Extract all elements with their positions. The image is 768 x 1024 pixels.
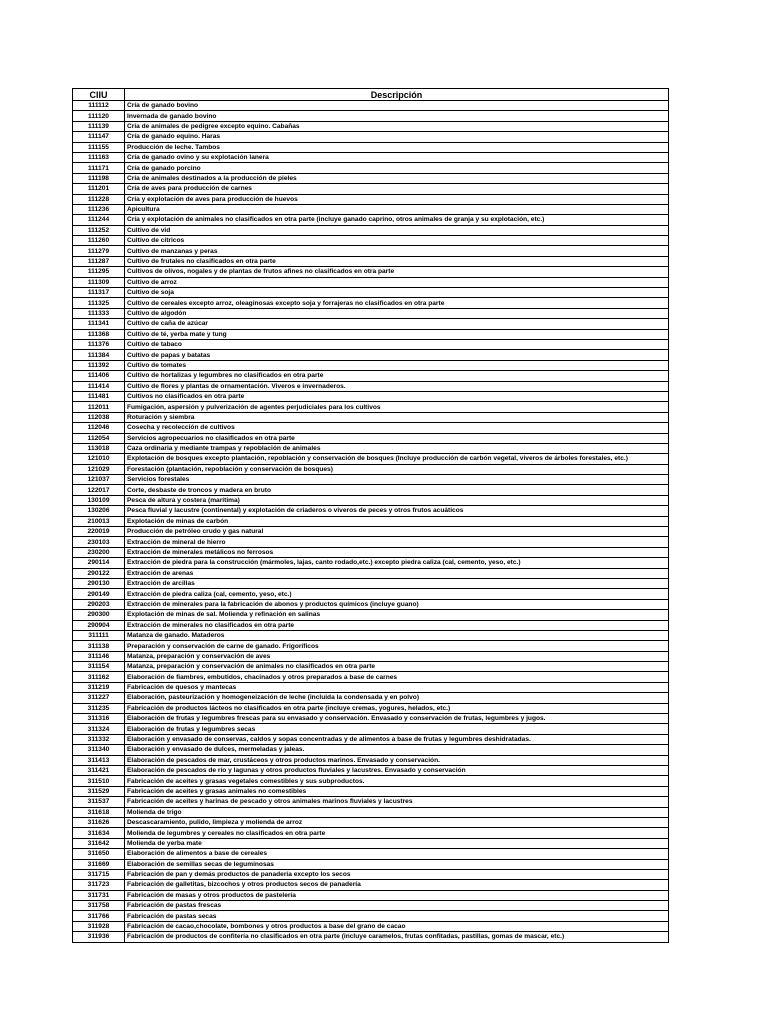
table-row [73, 371, 669, 381]
table-row [73, 391, 669, 401]
table-row [73, 288, 669, 298]
description: Cría de animales de pedigree excepto equino. Cabañas [125, 121, 669, 131]
table-row [73, 194, 669, 204]
table-row [73, 412, 669, 422]
description: Elaboración de semillas secas de leguminosas [125, 859, 669, 869]
description: Extracción de minerales para la fabricación de abonos y productos químicos (incluye guano) [125, 599, 669, 609]
description: Descascaramiento, pulido, limpieza y molienda de arroz [125, 817, 669, 827]
ciiu-sheet [72, 88, 668, 943]
description: Pesca de altura y costera (marítima) [125, 495, 669, 505]
description: Extracción de arcillas [125, 578, 669, 588]
table-row [73, 714, 669, 724]
table-row [73, 527, 669, 537]
ciiu-code: 121037 [73, 475, 125, 485]
description: Cultivo de cereales excepto arroz, oleaginosas excepto soja y forrajeras no clasificados en otra parte [125, 298, 669, 308]
table-row [73, 537, 669, 547]
table-row [73, 547, 669, 557]
description: Cultivo de caña de azúcar [125, 319, 669, 329]
description: Explotación de minas de sal. Molienda y refinación en salinas [125, 610, 669, 620]
ciiu-code: 311537 [73, 797, 125, 807]
table-row [73, 246, 669, 256]
table-row [73, 745, 669, 755]
description: Matanza de ganado. Mataderos [125, 630, 669, 640]
description: Fabricación de cacao,chocolate, bombones y otros productos a base del grano de cacao [125, 921, 669, 931]
description: Producción de petróleo crudo y gas natural [125, 527, 669, 537]
ciiu-code: 290203 [73, 599, 125, 609]
ciiu-code: 111295 [73, 267, 125, 277]
description: Fabricación de aceites y grasas animales no comestibles [125, 786, 669, 796]
description: Cultivos no clasificados en otra parte [125, 391, 669, 401]
ciiu-code: 311936 [73, 932, 125, 942]
ciiu-code: 111198 [73, 173, 125, 183]
table-row [73, 184, 669, 194]
description: Fabricación de aceites y harinas de pescado y otros animales marinos fluviales y lacustres [125, 797, 669, 807]
table-row [73, 797, 669, 807]
description: Cría y explotación de animales no clasificados en otra parte (incluye ganado caprino, otros animales de granja y su explotación, etc.) [125, 215, 669, 225]
description: Cría de animales destinados a la producción de pieles [125, 173, 669, 183]
header-ciiu: CIIU [73, 89, 125, 101]
description: Fabricación de pan y demás productos de panadería excepto los secos [125, 869, 669, 879]
table-row [73, 516, 669, 526]
table-row [73, 360, 669, 370]
description: Explotación de bosques excepto plantación, repoblación y conservación de bosques (Incluye producción de carbón vegetal, viveros de árboles forestales, etc.) [125, 454, 669, 464]
ciiu-code: 290130 [73, 578, 125, 588]
table-row [73, 776, 669, 786]
table-row [73, 630, 669, 640]
table-row [73, 703, 669, 713]
description: Cultivo de papas y batatas [125, 350, 669, 360]
header-descripcion: Descripción [125, 89, 669, 101]
description: Roturación y siembra [125, 412, 669, 422]
ciiu-code: 111201 [73, 184, 125, 194]
description: Pesca fluvial y lacustre (continental) y explotación de criaderos o viveros de peces y otros frutos acuáticos [125, 506, 669, 516]
description: Fabricación de pastas secas [125, 911, 669, 921]
table-row [73, 578, 669, 588]
description: Molienda de legumbres y cereales no clasificados en otra parte [125, 828, 669, 838]
table-row [73, 163, 669, 173]
description: Cultivo de flores y plantas de ornamentación. Viveros e invernaderos. [125, 381, 669, 391]
ciiu-code: 230200 [73, 547, 125, 557]
description: Extracción de piedra para la construcción (mármoles, lajas, canto rodado,etc.) excepto piedra caliza (cal, cemento, yeso, etc.) [125, 558, 669, 568]
ciiu-code: 311634 [73, 828, 125, 838]
table-row [73, 838, 669, 848]
description: Elaboración de frutas y legumbres frescas para su envasado y conservación. Envasado y conservación de frutas, legumbres y jugos. [125, 714, 669, 724]
description: Cultivo de tabaco [125, 339, 669, 349]
table-row [73, 423, 669, 433]
table-row [73, 911, 669, 921]
ciiu-code: 311235 [73, 703, 125, 713]
table-row [73, 734, 669, 744]
ciiu-code: 230103 [73, 537, 125, 547]
ciiu-code: 111325 [73, 298, 125, 308]
description: Explotación de minas de carbón [125, 516, 669, 526]
table-row [73, 443, 669, 453]
ciiu-code: 111279 [73, 246, 125, 256]
description: Elaboración de pescados de mar, crustáceos y otros productos marinos. Envasado y conservación. [125, 755, 669, 765]
description: Molienda de yerba mate [125, 838, 669, 848]
description: Fabricación de quesos y mantecas [125, 682, 669, 692]
description: Cosecha y recolección de cultivos [125, 423, 669, 433]
description: Fabricación de aceites y grasas vegetales comestibles y sus subproductos. [125, 776, 669, 786]
description: Fabricación de masas y otros productos de pastelería [125, 890, 669, 900]
ciiu-code: 311162 [73, 672, 125, 682]
table-row [73, 101, 669, 111]
description: Fabricación de productos de confitería no clasificados en otra parte (incluye caramelos, frutas confitadas, pastillas, gomas de mascar, etc.) [125, 932, 669, 942]
table-row [73, 869, 669, 879]
description: Elaboración y envasado de conservas, caldos y sopas concentradas y de alimentos a base de frutas y legumbres deshidratadas. [125, 734, 669, 744]
ciiu-code: 113018 [73, 443, 125, 453]
table-row [73, 766, 669, 776]
ciiu-code: 112038 [73, 412, 125, 422]
description: Cultivo de té, yerba mate y tung [125, 329, 669, 339]
description: Cría de ganado porcino [125, 163, 669, 173]
description: Fumigación, aspersión y pulverización de agentes perjudiciales para los cultivos [125, 402, 669, 412]
description: Cultivo de hortalizas y legumbres no clasificados en otra parte [125, 371, 669, 381]
table-row [73, 589, 669, 599]
table-row [73, 651, 669, 661]
ciiu-code: 311766 [73, 911, 125, 921]
ciiu-code: 311626 [73, 817, 125, 827]
description: Elaboración y envasado de dulces, mermeladas y jaleas. [125, 745, 669, 755]
table-row [73, 755, 669, 765]
ciiu-code: 111155 [73, 142, 125, 152]
description: Cultivo de frutales no clasificados en otra parte [125, 256, 669, 266]
description: Cultivo de soja [125, 288, 669, 298]
ciiu-code: 121010 [73, 454, 125, 464]
ciiu-code: 311413 [73, 755, 125, 765]
ciiu-code: 111260 [73, 236, 125, 246]
description: Invernada de ganado bovino [125, 111, 669, 121]
ciiu-code: 311529 [73, 786, 125, 796]
table-row [73, 204, 669, 214]
description: Cultivo de arroz [125, 277, 669, 287]
description: Fabricación de galletitas, bizcochos y otros productos secos de panadería [125, 880, 669, 890]
description: Apicultura [125, 204, 669, 214]
ciiu-code: 290114 [73, 558, 125, 568]
table-row [73, 267, 669, 277]
ciiu-code: 311421 [73, 766, 125, 776]
table-row [73, 475, 669, 485]
description: Molienda de trigo [125, 807, 669, 817]
ciiu-code: 111139 [73, 121, 125, 131]
ciiu-code: 111317 [73, 288, 125, 298]
ciiu-code: 111384 [73, 350, 125, 360]
ciiu-code: 111414 [73, 381, 125, 391]
ciiu-code: 311731 [73, 890, 125, 900]
description: Cría de ganado bovino [125, 101, 669, 111]
table-row [73, 610, 669, 620]
table-row [73, 662, 669, 672]
table-row [73, 620, 669, 630]
description: Servicios agropecuarios no clasificados en otra parte [125, 433, 669, 443]
ciiu-code: 111171 [73, 163, 125, 173]
ciiu-code: 111228 [73, 194, 125, 204]
ciiu-code: 290904 [73, 620, 125, 630]
table-row [73, 693, 669, 703]
ciiu-code: 111481 [73, 391, 125, 401]
description: Elaboración de pescados de río y lagunas y otros productos fluviales y lacustres. Envasado y conservación [125, 766, 669, 776]
description: Cultivo de tomates [125, 360, 669, 370]
description: Preparación y conservación de carne de ganado. Frigoríficos [125, 641, 669, 651]
description: Producción de leche. Tambos [125, 142, 669, 152]
description: Extracción de minerales metálicos no ferrosos [125, 547, 669, 557]
description: Matanza, preparación y conservación de aves [125, 651, 669, 661]
ciiu-code: 311650 [73, 849, 125, 859]
table-row [73, 121, 669, 131]
ciiu-code: 311332 [73, 734, 125, 744]
description: Servicios forestales [125, 475, 669, 485]
table-row [73, 308, 669, 318]
ciiu-code: 111333 [73, 308, 125, 318]
table-row [73, 256, 669, 266]
description: Elaboración de frutas y legumbres secas [125, 724, 669, 734]
description: Elaboración de fiambres, embutidos, chacinados y otros preparados a base de carnes [125, 672, 669, 682]
ciiu-code: 111147 [73, 132, 125, 142]
description: Fabricación de pastas frescas [125, 901, 669, 911]
ciiu-code: 111368 [73, 329, 125, 339]
ciiu-code: 311642 [73, 838, 125, 848]
ciiu-code: 311219 [73, 682, 125, 692]
table-row [73, 152, 669, 162]
table-row [73, 111, 669, 121]
table-row [73, 215, 669, 225]
description: Matanza, preparación y conservación de animales no clasificados en otra parte [125, 662, 669, 672]
ciiu-code: 111406 [73, 371, 125, 381]
description: Elaboración de alimentos a base de cereales [125, 849, 669, 859]
ciiu-code: 311758 [73, 901, 125, 911]
table-row [73, 464, 669, 474]
description: Caza ordinaria y mediante trampas y repoblación de animales [125, 443, 669, 453]
description: Cría de ganado equino. Haras [125, 132, 669, 142]
ciiu-code: 112046 [73, 423, 125, 433]
table-row [73, 142, 669, 152]
description: Fabricación de productos lácteos no clasificados en otra parte (incluye cremas, yogures, helados, etc.) [125, 703, 669, 713]
ciiu-code: 111120 [73, 111, 125, 121]
table-row [73, 132, 669, 142]
description: Cultivo de manzanas y peras [125, 246, 669, 256]
ciiu-code: 111244 [73, 215, 125, 225]
table-row [73, 849, 669, 859]
ciiu-code: 111236 [73, 204, 125, 214]
description: Cría de aves para producción de carnes [125, 184, 669, 194]
ciiu-code: 111392 [73, 360, 125, 370]
table-row [73, 454, 669, 464]
table-row [73, 173, 669, 183]
table-row [73, 236, 669, 246]
ciiu-code: 220019 [73, 527, 125, 537]
ciiu-code: 290149 [73, 589, 125, 599]
table-row [73, 890, 669, 900]
ciiu-code: 311928 [73, 921, 125, 931]
table-row [73, 932, 669, 942]
table-row [73, 786, 669, 796]
description: Cultivo de vid [125, 225, 669, 235]
ciiu-code: 311111 [73, 630, 125, 640]
ciiu-code: 111341 [73, 319, 125, 329]
table-row [73, 350, 669, 360]
ciiu-code: 111163 [73, 152, 125, 162]
ciiu-code: 311154 [73, 662, 125, 672]
table-row [73, 807, 669, 817]
ciiu-code: 311618 [73, 807, 125, 817]
table-row [73, 558, 669, 568]
ciiu-table [72, 88, 669, 943]
ciiu-code: 130206 [73, 506, 125, 516]
ciiu-code: 311138 [73, 641, 125, 651]
table-row [73, 277, 669, 287]
description: Forestación (plantación, repoblación y conservación de bosques) [125, 464, 669, 474]
ciiu-code: 311510 [73, 776, 125, 786]
description: Cría de ganado ovino y su explotación lanera [125, 152, 669, 162]
ciiu-code: 112011 [73, 402, 125, 412]
table-row [73, 901, 669, 911]
description: Cría y explotación de aves para producción de huevos [125, 194, 669, 204]
ciiu-code: 130109 [73, 495, 125, 505]
table-row [73, 225, 669, 235]
ciiu-code: 311324 [73, 724, 125, 734]
ciiu-code: 311146 [73, 651, 125, 661]
ciiu-code: 112054 [73, 433, 125, 443]
ciiu-code: 111287 [73, 256, 125, 266]
description: Extracción de piedra caliza (cal, cemento, yeso, etc.) [125, 589, 669, 599]
table-row [73, 682, 669, 692]
table-row [73, 672, 669, 682]
table-row [73, 381, 669, 391]
header-row [73, 89, 669, 101]
ciiu-code: 210013 [73, 516, 125, 526]
table-body [73, 101, 669, 943]
table-row [73, 828, 669, 838]
table-row [73, 402, 669, 412]
table-row [73, 339, 669, 349]
ciiu-code: 111112 [73, 101, 125, 111]
table-row [73, 859, 669, 869]
table-row [73, 880, 669, 890]
ciiu-code: 290122 [73, 568, 125, 578]
table-row [73, 724, 669, 734]
ciiu-code: 111252 [73, 225, 125, 235]
ciiu-code: 121029 [73, 464, 125, 474]
ciiu-code: 311316 [73, 714, 125, 724]
ciiu-code: 311723 [73, 880, 125, 890]
table-row [73, 433, 669, 443]
table-row [73, 329, 669, 339]
table-row [73, 599, 669, 609]
description: Elaboración, pasteurización y homogeneización de leche (incluida la condensada y en polvo) [125, 693, 669, 703]
ciiu-code: 290300 [73, 610, 125, 620]
ciiu-code: 311669 [73, 859, 125, 869]
description: Corte, desbaste de troncos y madera en bruto [125, 485, 669, 495]
table-row [73, 319, 669, 329]
description: Cultivos de olivos, nogales y de plantas de frutos afines no clasificados en otra parte [125, 267, 669, 277]
table-row [73, 506, 669, 516]
table-row [73, 568, 669, 578]
table-row [73, 485, 669, 495]
ciiu-code: 311227 [73, 693, 125, 703]
ciiu-code: 122017 [73, 485, 125, 495]
table-row [73, 921, 669, 931]
description: Cultivo de cítricos [125, 236, 669, 246]
description: Extracción de minerales no clasificados en otra parte [125, 620, 669, 630]
table-row [73, 495, 669, 505]
description: Cultivo de algodón [125, 308, 669, 318]
table-row [73, 298, 669, 308]
ciiu-code: 311715 [73, 869, 125, 879]
description: Extracción de mineral de hierro [125, 537, 669, 547]
ciiu-code: 111376 [73, 339, 125, 349]
description: Extracción de arenas [125, 568, 669, 578]
table-row [73, 641, 669, 651]
table-row [73, 817, 669, 827]
ciiu-code: 311340 [73, 745, 125, 755]
ciiu-code: 111309 [73, 277, 125, 287]
